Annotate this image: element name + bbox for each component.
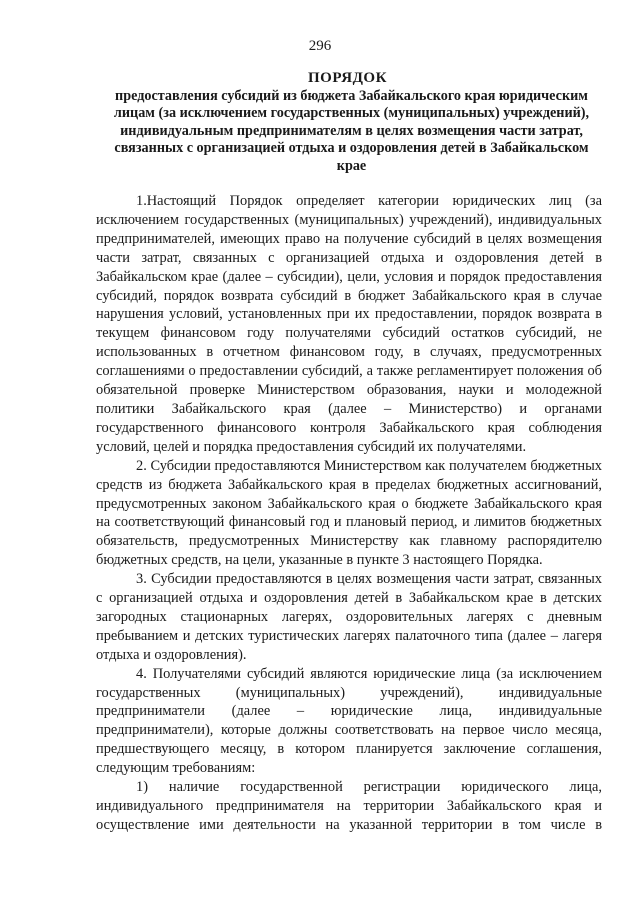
paragraph-5: 1) наличие государственной регистрации юридического лица, индивидуального предпринимателя на территории Забайкальского края и осуществление ими деятельности на указанной территории в том числе в [96,779,602,833]
paragraph-4: 4. Получателями субсидий являются юридические лица (за исключением государственных (муниципальных) учреждений), индивидуальные предприниматели (далее – юридические лица, индивидуальные предприниматели), которые должны соответствовать на первое число месяца, предшествующего месяцу, в котором планируется заключение соглашения, следующим требованиям: [96,665,602,777]
document-subtitle: предоставления субсидий из бюджета Забайкальского края юридическим лицам (за исключением государственных (муниципальных) учреждений), индивидуальным предпринимателям в целях возмещения части затрат, связанных с организацией отдыха и оздоровления детей в Забайкальском крае [113,87,590,174]
document-header [95,70,600,175]
document-body [96,192,602,835]
paragraph-3: 3. Субсидии предоставляются в целях возмещения части затрат, связанных с организацией отдыха и оздоровления детей в Забайкальском крае в детских загородных стационарных лагерях, оздоровительных лагерях с дневным пребыванием и детских туристических лагерях палаточного типа (далее – лагеря отдыха и оздоровления). [96,571,602,663]
paragraph-2: 2. Субсидии предоставляются Министерством как получателем бюджетных средств из бюджета Забайкальского края в пределах бюджетных ассигнований, предусмотренных законом Забайкальского края о бюджете Забайкальского края на соответствующий финансовый год и плановый период, и лимитов бюджетных обязательств, предусмотренных Министерству как главному распорядителю бюджетных средств, на цели, указанные в пункте 3 настоящего Порядка. [96,457,602,569]
paragraph-1: 1.Настоящий Порядок определяет категории юридических лиц (за исключением государственных (муниципальных) учреждений), индивидуальных предпринимателей, имеющих право на получение субсидий в целях возмещения части затрат, связанных с организацией отдыха и оздоровления детей в Забайкальском крае (далее – субсидии), цели, условия и порядок предоставления субсидий, порядок возврата субсидий в бюджет Забайкальского края в случае нарушения условий, установленных при их предоставлении, порядок возврата в текущем финансовом году получателями субсидий остатков субсидий, не использованных в отчетном финансовом году, в случаях, предусмотренных соглашениями о предоставлении субсидий, а также регламентирует положения об обязательной проверке Министерством образования, науки и молодежной политики Забайкальского края (далее – Министерство) и органами государственного финансового контроля Забайкальского края соблюдения условий, целей и порядка предоставления субсидий их получателями. [96,193,602,455]
page-number: 296 [308,38,332,54]
document-title: ПОРЯДОК [308,70,387,86]
